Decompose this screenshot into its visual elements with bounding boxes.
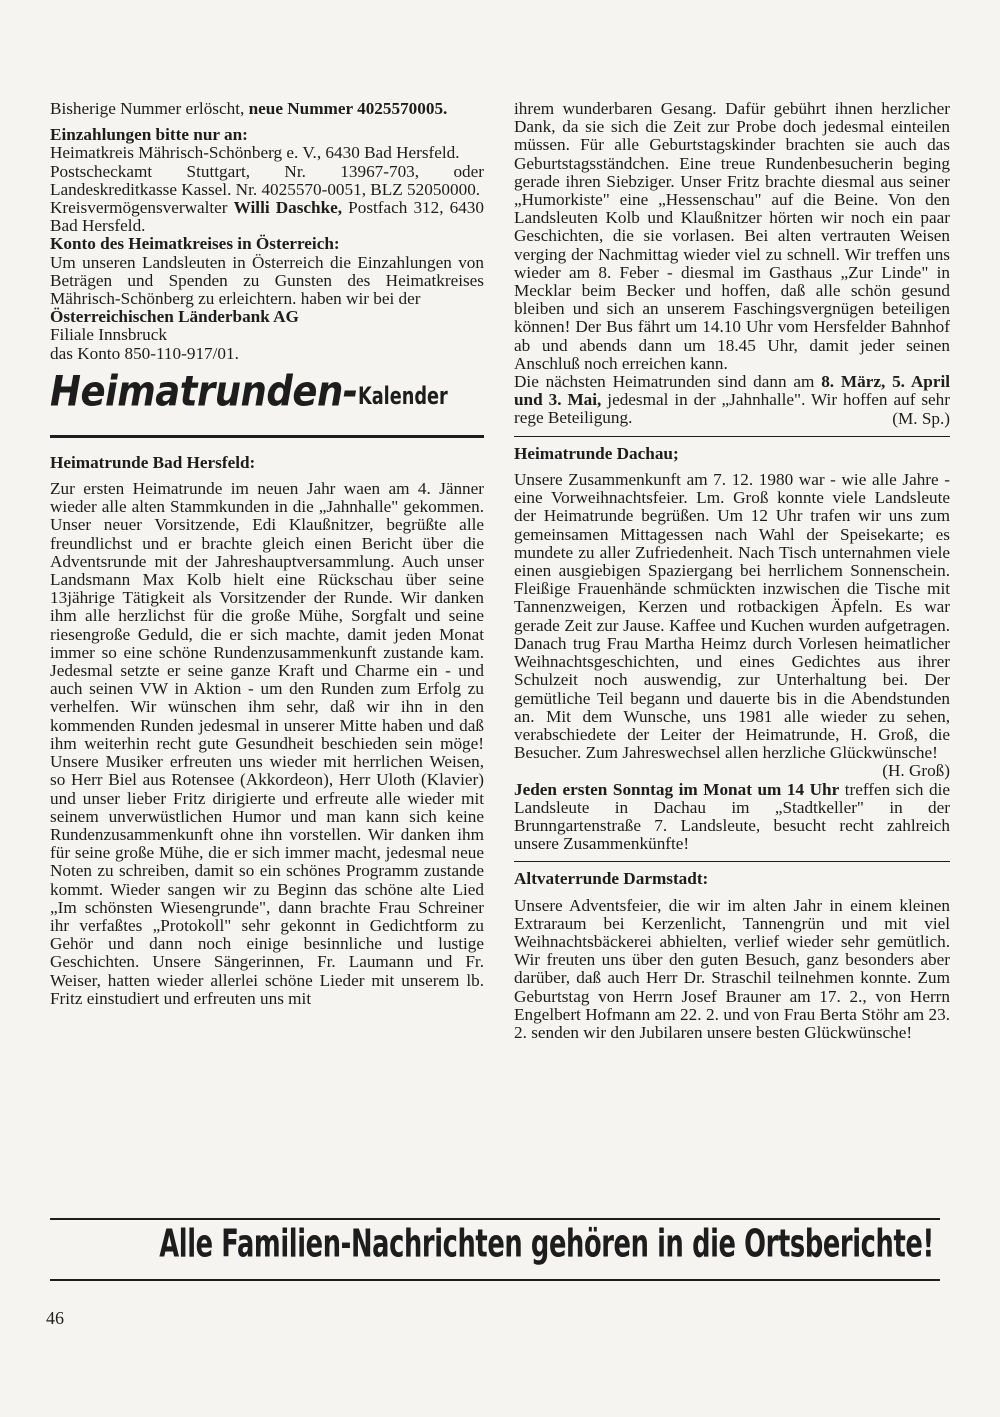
bank-name: Österreichischen Länderbank AG bbox=[50, 307, 299, 327]
section-divider-dachau bbox=[514, 436, 950, 437]
left-column bbox=[50, 100, 484, 1008]
dachau-signature: (H. Groß) bbox=[882, 761, 950, 781]
dachau-heading: Heimatrunde Dachau; bbox=[514, 443, 679, 463]
next-meetings-dates: 8. März, 5. April und 3. Mai, bbox=[514, 372, 950, 410]
account-number: das Konto 850-110-917/01. bbox=[50, 343, 239, 363]
asset-manager-address: Postfach 312, 6430 Bad Hersfeld. bbox=[50, 198, 484, 236]
banner-rule-top bbox=[50, 1218, 940, 1220]
calendar-title-suffix: Kalender bbox=[357, 381, 448, 410]
section-divider-darmstadt bbox=[514, 861, 950, 862]
family-news-banner bbox=[50, 1221, 940, 1266]
hersfeld-signature: (M. Sp.) bbox=[892, 408, 950, 428]
calendar-title-main: Heimatrunden- bbox=[50, 367, 358, 416]
calendar-title bbox=[50, 367, 484, 431]
next-meetings-text: jedesmal in der „Jahnhalle". Wir hoffen auf sehr rege Beteiligung. bbox=[514, 390, 950, 428]
right-column bbox=[514, 100, 950, 1042]
dachau-sunday-text: treffen sich die Landsleute in Dachau im „Stadtkeller" in der Brunngartenstraße 7. Landsleute, besucht recht zahlreich unsere Zusammenkünfte! bbox=[514, 779, 951, 854]
page-number: 46 bbox=[46, 1308, 64, 1328]
asset-manager-name: Willi Daschke, bbox=[233, 198, 343, 218]
dachau-text: Unsere Zusammenkunft am 7. 12. 1980 war - wie alle Jahre - eine Vorweihnachtsfeier. Lm. Groß konnte viele Landsleute der Heimatrunde begrüßen. Um 12 Uhr trafen wir uns zum gemeinsamen Mittagessen nach Wahl der Speisekarte; es mundete zu aller Zufriedenheit. Nach Tisch unternahmen viele einen ausgiebigen Spaziergang bei herrlichem Sonnenschein. Fleißige Frauenhände schmückten inzwischen die Tische mit Tannenzweigen, Kerzen und rotbackigen Äpfeln. Es war gerade Zeit zur Jause. Kaffee und Kuchen wurden aufgetragen. Danach trug Frau Martha Heimz durch Vorlesen heimatlicher Weihnachtsgeschichten, und eines Gedichtes aus ihrer Schulzeit noch auswendig, zur Unterhaltung bei. Der gemütliche Teil begann und dauerte bis in die Abendstunden an. Mit dem Wunsche, uns 1981 alle wieder zu sehen, verabschiedete der Leiter der Heimatrunde, H. Groß, die Besucher. Zum Jahreswechsel allen herzliche Glückwünsche! bbox=[514, 470, 950, 763]
number-notice bbox=[50, 100, 484, 118]
next-meetings-intro: Die nächsten Heimatrunden sind dann am bbox=[514, 372, 815, 392]
darmstadt-text: Unsere Adventsfeier, die wir im alten Jahr in einem kleinen Extraraum bei Kerzenlicht, Tannengrün und mit viel Weihnachtsbäckerei abhielten, verlief wieder sehr gemütlich. Wir freuten uns über den guten Besuch, ganz besonders aber darüber, daß auch Herr Dr. Straschil teilnehmen konnte. Zum Geburtstag von Herrn Josef Brauner am 17. 2., von Herrn Engelbert Hofmann am 22. 2. und von Frau Berta Stöhr am 23. 2. senden wir den Jubilaren unsere besten Glückwünsche! bbox=[514, 895, 950, 1042]
hersfeld-text: Zur ersten Heimatrunde im neuen Jahr waen am 4. Jänner wieder alle alten Stammkunden in die „Jahnhalle" gekommen. Unser neuer Vorsitzende, Edi Klaußnitzer, begrüßte alle freundlichst und er brachte gleich einen Bericht über die Adventsrunde mit der Jahreshauptversammlung. Auch unser Landsmann Max Kolb hielt eine Rückschau über seine 13jährige Tätigkeit als Vorsitzender der Runde. Wir danken ihm alle herzlichst für die große Mühe, Sorgfalt und seine riesengroße Geduld, die er sich machte, damit jeden Monat immer so eine schöne Rundenzusammenkunft zustande kam. Jedesmal setzte er seine ganze Kraft und Charme ein - und auch seinen VW in Aktion - um den Runden zum Erfolg zu verhelfen. Wir wünschen ihm sehr, daß wir ihn in den kommenden Runden jedesmal in unserer Mitte haben und daß ihm weiterhin recht gute Gesundheit beschieden sein möge! Unsere Musiker erfreuten uns wieder mit herrlichen Weisen, so Herr Biel aus Rotensee (Akkordeon), Herr Uloth (Klavier) und unser lieber Fritz dirigierte und erfreute alle wieder mit seinem unverwüstlichen Humor und man kann sich keine Rundenzusammenkunft ohne ihn vorstellen. Wir danken ihm für seine große Mühe, die er sich immer macht, jedesmal neue Noten zu schreiben, damit so ein schönes Programm zustande kommt. Wieder sangen wir zu Beginn das schöne alte Lied „Im schönsten Wiesengrunde", dann brachte Frau Schreiner ihr verfaßtes „Protokoll" sehr gekonnt in Gedichtform zu Gehör und dann noch einige besinnliche und lustige Geschichten. Unsere Sängerinnen, Fr. Laumann und Fr. Weiser, hatten wieder allerlei schöne Lieder mit unserem lb. Fritz einstudiert und erfreuten uns mit bbox=[50, 479, 484, 1008]
calendar-title-rule bbox=[50, 435, 484, 438]
payment-heading: Einzahlungen bitte nur an: bbox=[50, 125, 248, 145]
asset-manager-label: Kreisvermögensverwalter bbox=[50, 198, 228, 218]
new-number: neue Nummer 4025570005. bbox=[248, 99, 448, 118]
dachau-sunday-time: Jeden ersten Sonntag im Monat um 14 Uhr bbox=[514, 779, 840, 799]
hersfeld-heading: Heimatrunde Bad Hersfeld: bbox=[50, 452, 256, 472]
number-notice-text: Bisherige Nummer erlöscht, bbox=[50, 99, 245, 118]
bank-branch: Filiale Innsbruck bbox=[50, 325, 167, 345]
asset-manager bbox=[50, 199, 484, 235]
family-news-banner-text: Alle Familien-Nachrichten gehören in die Ortsberichte! bbox=[159, 1221, 934, 1266]
darmstadt-heading: Altvaterrunde Darmstadt: bbox=[514, 869, 709, 889]
austria-account-heading: Konto des Heimatkreises in Österreich: bbox=[50, 234, 340, 254]
payment-line-2: Postscheckamt Stuttgart, Nr. 13967-703, oder Landeskreditkasse Kassel. Nr. 4025570-0051, BLZ 52050000. bbox=[50, 161, 484, 199]
hersfeld-continued-text: ihrem wunderbaren Gesang. Dafür gebührt ihnen herzlicher Dank, da sie sich die Zeit zur Probe doch jedesmal einteilen müssen. Für alle Geburtstagskinder brachten sie auch das Geburtstagsständchen. Eine treue Rundenbesucherin beging gerade ihren Siebziger. Unser Fritz brachte diesmal aus seiner „Humorkiste" eine „Hessenschau" auf die Beine. Von den Landsleuten Kolb und Klaußnitzer hörten wir noch ein paar Geschichten, die sie vorlasen. Bei alten vertrauten Weisen verging der Nachmittag wieder viel zu schnell. Wir treffen uns wieder am 8. Feber - diesmal im Gasthaus „Zur Linde" in Mecklar beim Becker und hoffen, daß alle schön gesund bleiben und sich an unserem Faschingsvergnügen beteiligen können! Der Bus fährt um 14.10 Uhr vom Hersfelder Bahnhof ab und abends dann um 18.45 Uhr, damit jeder seinen Anschluß noch erreichen kann. bbox=[514, 99, 950, 373]
dachau-sunday-notice bbox=[514, 781, 950, 854]
payment-line-1: Heimatkreis Mährisch-Schönberg e. V., 6430 Bad Hersfeld. bbox=[50, 143, 460, 163]
banner-rule-bottom bbox=[50, 1279, 940, 1281]
austria-account-text: Um unseren Landsleuten in Österreich die Einzahlungen von Beträgen und Spenden zu Gunsten des Heimatkreises Mährisch-Schönberg zu erleichtern. haben wir bei der bbox=[50, 252, 484, 309]
